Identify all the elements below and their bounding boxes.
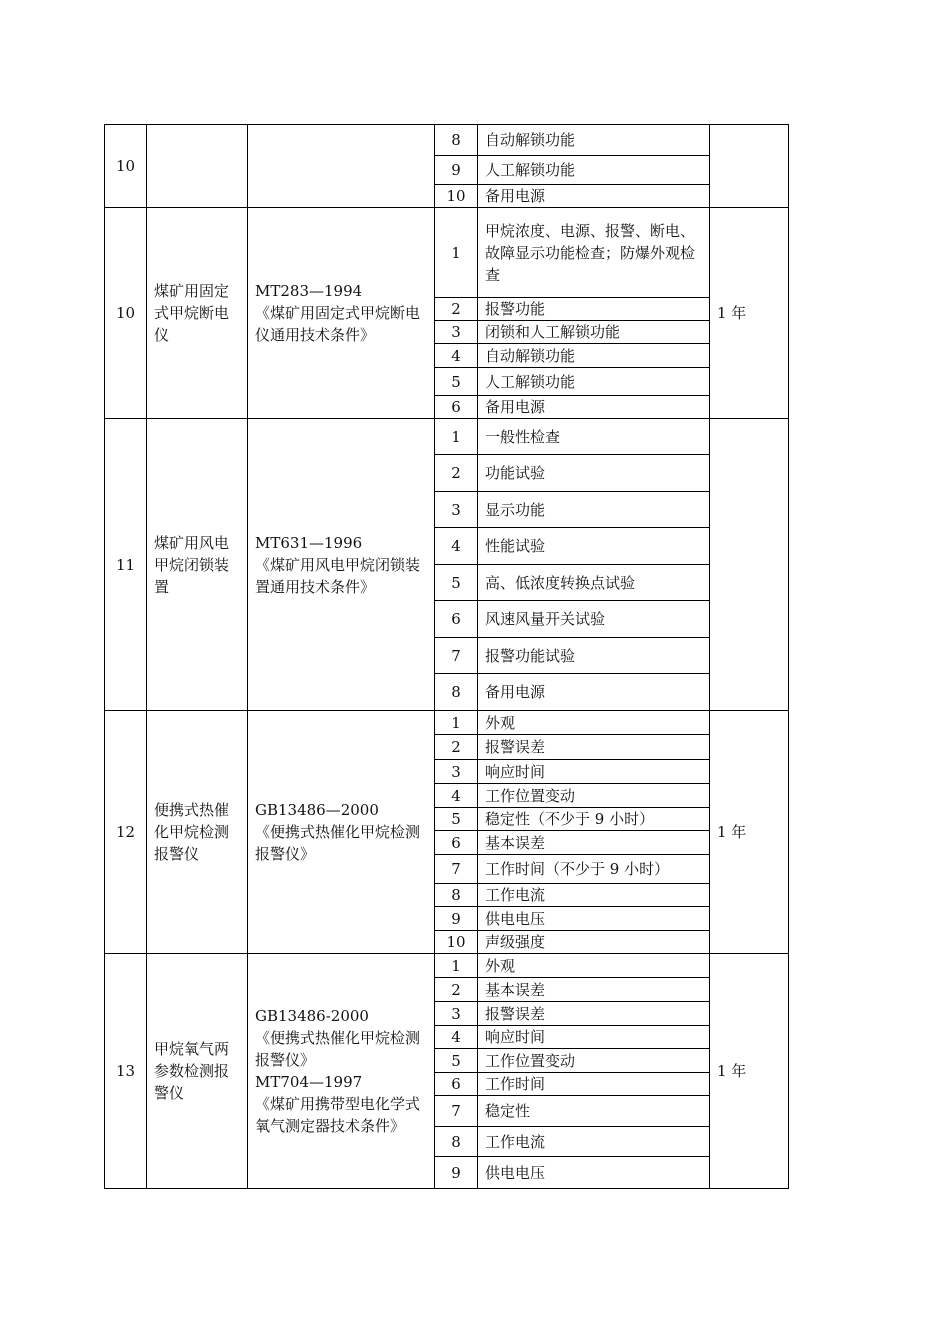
item-text: 外观 bbox=[478, 711, 710, 735]
item-text: 备用电源 bbox=[478, 185, 710, 208]
item-text: 人工解锁功能 bbox=[478, 368, 710, 396]
item-number: 4 bbox=[435, 344, 478, 368]
item-number: 1 bbox=[435, 419, 478, 455]
item-number: 7 bbox=[435, 855, 478, 884]
item-number: 2 bbox=[435, 298, 478, 321]
item-number: 8 bbox=[435, 1127, 478, 1157]
standard-line: 《煤矿用固定式甲烷断电仪通用技术条件》 bbox=[255, 304, 421, 344]
row-number: 13 bbox=[105, 954, 147, 1189]
item-text: 工作时间（不少于 9 小时） bbox=[478, 855, 710, 884]
item-text: 性能试验 bbox=[478, 528, 710, 565]
item-number: 2 bbox=[435, 455, 478, 492]
item-number: 7 bbox=[435, 1096, 478, 1127]
item-number: 6 bbox=[435, 601, 478, 638]
item-text: 自动解锁功能 bbox=[478, 344, 710, 368]
item-text: 基本误差 bbox=[478, 978, 710, 1002]
device-name: 煤矿用固定式甲烷断电仪 bbox=[147, 208, 248, 419]
item-text: 稳定性（不少于 9 小时） bbox=[478, 808, 710, 831]
table-row bbox=[105, 954, 789, 978]
table-row bbox=[105, 419, 789, 455]
item-text: 工作电流 bbox=[478, 884, 710, 907]
item-text: 显示功能 bbox=[478, 492, 710, 528]
standard-line: 《煤矿用风电甲烷闭锁装置通用技术条件》 bbox=[255, 555, 421, 596]
item-number: 1 bbox=[435, 208, 478, 298]
item-text: 响应时间 bbox=[478, 1026, 710, 1049]
row-number: 12 bbox=[105, 711, 147, 954]
item-text: 外观 bbox=[478, 954, 710, 978]
standard-cell bbox=[248, 125, 435, 208]
standard-line: MT704—1997 bbox=[255, 1073, 363, 1091]
item-text: 供电电压 bbox=[478, 1157, 710, 1189]
item-number: 4 bbox=[435, 784, 478, 808]
item-text: 供电电压 bbox=[478, 907, 710, 931]
table-body bbox=[105, 125, 789, 1189]
item-text: 闭锁和人工解锁功能 bbox=[478, 321, 710, 344]
item-text: 一般性检查 bbox=[478, 419, 710, 455]
item-text: 报警误差 bbox=[478, 1002, 710, 1026]
item-number: 2 bbox=[435, 735, 478, 760]
item-text: 报警功能 bbox=[478, 298, 710, 321]
item-number: 5 bbox=[435, 1049, 478, 1073]
inspection-cycle: 1 年 bbox=[710, 954, 789, 1189]
table-row bbox=[105, 711, 789, 735]
inspection-cycle bbox=[710, 419, 789, 711]
item-text: 稳定性 bbox=[478, 1096, 710, 1127]
table-row bbox=[105, 125, 789, 156]
standard-line: 《便携式热催化甲烷检测报警仪》 bbox=[255, 1029, 421, 1069]
device-name: 甲烷氧气两参数检测报警仪 bbox=[147, 954, 248, 1189]
item-text: 声级强度 bbox=[478, 931, 710, 954]
inspection-table bbox=[104, 124, 789, 1189]
standard-line: GB13486-2000 bbox=[255, 1007, 369, 1025]
item-number: 4 bbox=[435, 528, 478, 565]
row-number: 10 bbox=[105, 125, 147, 208]
row-number: 11 bbox=[105, 419, 147, 711]
item-number: 5 bbox=[435, 808, 478, 831]
item-number: 10 bbox=[435, 931, 478, 954]
inspection-cycle: 1 年 bbox=[710, 711, 789, 954]
item-number: 9 bbox=[435, 907, 478, 931]
item-text: 功能试验 bbox=[478, 455, 710, 492]
item-number: 3 bbox=[435, 492, 478, 528]
item-number: 8 bbox=[435, 884, 478, 907]
standard-line: MT631—1996 bbox=[255, 533, 363, 552]
item-number: 6 bbox=[435, 1073, 478, 1096]
item-number: 5 bbox=[435, 565, 478, 601]
item-text: 报警误差 bbox=[478, 735, 710, 760]
item-text: 人工解锁功能 bbox=[478, 156, 710, 185]
item-number: 7 bbox=[435, 638, 478, 674]
item-number: 9 bbox=[435, 1157, 478, 1189]
item-number: 10 bbox=[435, 185, 478, 208]
item-text: 工作位置变动 bbox=[478, 1049, 710, 1073]
device-name bbox=[147, 125, 248, 208]
standard-line: GB13486—2000 bbox=[255, 801, 379, 819]
item-text: 工作电流 bbox=[478, 1127, 710, 1157]
item-text: 备用电源 bbox=[478, 674, 710, 711]
device-name: 便携式热催化甲烷检测报警仪 bbox=[147, 711, 248, 954]
standard-cell bbox=[248, 419, 435, 711]
item-number: 1 bbox=[435, 954, 478, 978]
standard-cell bbox=[248, 711, 435, 954]
standard-line: 《煤矿用携带型电化学式氧气测定器技术条件》 bbox=[255, 1095, 421, 1135]
item-number: 5 bbox=[435, 368, 478, 396]
item-text: 基本误差 bbox=[478, 831, 710, 855]
standard-line: MT283—1994 bbox=[255, 282, 363, 300]
item-text: 响应时间 bbox=[478, 760, 710, 784]
item-text: 高、低浓度转换点试验 bbox=[478, 565, 710, 601]
item-text: 工作位置变动 bbox=[478, 784, 710, 808]
standard-cell bbox=[248, 208, 435, 419]
item-number: 9 bbox=[435, 156, 478, 185]
item-number: 4 bbox=[435, 1026, 478, 1049]
item-number: 8 bbox=[435, 125, 478, 156]
inspection-cycle: 1 年 bbox=[710, 208, 789, 419]
item-text: 工作时间 bbox=[478, 1073, 710, 1096]
item-text: 甲烷浓度、电源、报警、断电、故障显示功能检查；防爆外观检查 bbox=[478, 208, 710, 298]
inspection-cycle bbox=[710, 125, 789, 208]
item-text: 报警功能试验 bbox=[478, 638, 710, 674]
item-number: 2 bbox=[435, 978, 478, 1002]
item-number: 3 bbox=[435, 321, 478, 344]
standard-cell bbox=[248, 954, 435, 1189]
item-text: 自动解锁功能 bbox=[478, 125, 710, 156]
item-number: 1 bbox=[435, 711, 478, 735]
table-row bbox=[105, 208, 789, 298]
standard-line: 《便携式热催化甲烷检测报警仪》 bbox=[255, 823, 421, 863]
row-number: 10 bbox=[105, 208, 147, 419]
item-number: 8 bbox=[435, 674, 478, 711]
item-number: 3 bbox=[435, 1002, 478, 1026]
item-number: 3 bbox=[435, 760, 478, 784]
item-number: 6 bbox=[435, 396, 478, 419]
item-text: 风速风量开关试验 bbox=[478, 601, 710, 638]
item-number: 6 bbox=[435, 831, 478, 855]
item-text: 备用电源 bbox=[478, 396, 710, 419]
device-name: 煤矿用风电甲烷闭锁装置 bbox=[147, 419, 248, 711]
